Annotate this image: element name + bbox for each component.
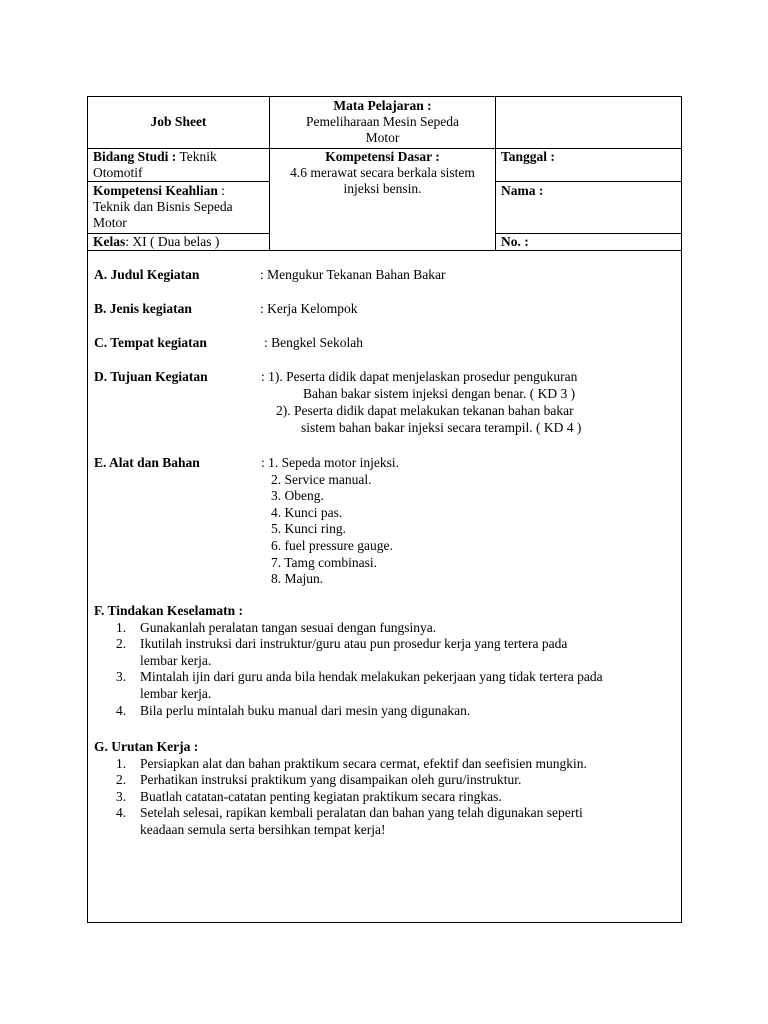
list-text: Persiapkan alat dan bahan praktikum secara cermat, efektif dan seefisien mungkin. bbox=[140, 755, 587, 771]
urutan-title: G. Urutan Kerja : bbox=[94, 739, 199, 754]
keselamatan-title: F. Tindakan Keselamatn : bbox=[94, 603, 244, 618]
list-item bbox=[94, 789, 679, 806]
section-urutan bbox=[94, 739, 679, 839]
jenis-label: B. Jenis kegiatan bbox=[94, 301, 192, 316]
alat-item: 8. Majun. bbox=[271, 571, 324, 587]
list-text-cont: lembar kerja. bbox=[140, 685, 212, 701]
bidang-studi-label: Bidang Studi : bbox=[93, 149, 177, 164]
list-text: Perhatikan instruksi praktikum yang disampaikan oleh guru/instruktur. bbox=[140, 772, 522, 788]
mata-pelajaran-value: Pemeliharaan Mesin Sepeda Motor bbox=[306, 114, 459, 145]
judul-label: A. Judul Kegiatan bbox=[94, 267, 200, 282]
list-number: 4. bbox=[116, 805, 127, 821]
list-number: 2. bbox=[116, 636, 127, 652]
list-number: 4. bbox=[116, 702, 127, 718]
kompetensi-keahlian-label: Kompetensi Keahlian bbox=[93, 183, 218, 198]
bidang-studi-cell bbox=[93, 149, 265, 181]
alat-item: : 1. Sepeda motor injeksi. bbox=[261, 455, 399, 470]
tujuan-line-2: Bahan bakar sistem injeksi dengan benar. ( KD 3 ) bbox=[303, 386, 576, 401]
alat-item: 2. Service manual. bbox=[271, 471, 372, 487]
kompetensi-keahlian-value: Teknik dan Bisnis Sepeda Motor bbox=[93, 199, 233, 230]
kelas-label: Kelas bbox=[93, 234, 126, 249]
mata-pelajaran-label: Mata Pelajaran : bbox=[333, 98, 432, 113]
kompetensi-dasar-label: Kompetensi Dasar : bbox=[325, 149, 440, 164]
tanggal-label: Tanggal : bbox=[501, 149, 555, 164]
list-number: 1. bbox=[116, 619, 127, 635]
bidang-studi-value: Teknik Otomotif bbox=[93, 149, 217, 180]
mata-pelajaran-cell bbox=[270, 98, 495, 146]
list-item bbox=[94, 772, 679, 789]
list-text: Ikutilah instruksi dari instruktur/guru atau pun prosedur kerja yang tertera pada bbox=[140, 636, 568, 652]
kompetensi-keahlian-cell bbox=[93, 183, 265, 231]
tujuan-label: D. Tujuan Kegiatan bbox=[94, 369, 208, 384]
job-sheet-document bbox=[87, 96, 682, 923]
list-text: Gunakanlah peralatan tangan sesuai dengan fungsinya. bbox=[140, 619, 437, 635]
list-item bbox=[94, 703, 679, 720]
tujuan-line-3: 2). Peserta didik dapat melakukan tekanan bahan bakar bbox=[276, 403, 574, 418]
alat-item: 3. Obeng. bbox=[271, 488, 324, 504]
kelas-cell bbox=[93, 234, 219, 250]
list-item bbox=[94, 756, 679, 773]
section-keselamatan bbox=[94, 603, 679, 719]
jenis-value: : Kerja Kelompok bbox=[260, 301, 358, 316]
kelas-value: : XI ( Dua belas ) bbox=[125, 234, 220, 249]
list-number: 3. bbox=[116, 788, 127, 804]
no-label: No. : bbox=[501, 234, 529, 249]
alat-item: 5. Kunci ring. bbox=[271, 521, 346, 537]
list-text-cont: keadaan semula serta bersihkan tempat kerja! bbox=[140, 821, 386, 837]
tempat-label: C. Tempat kegiatan bbox=[94, 335, 207, 350]
tempat-value: : Bengkel Sekolah bbox=[264, 335, 363, 350]
nama-label: Nama : bbox=[501, 183, 544, 198]
judul-value: : Mengukur Tekanan Bahan Bakar bbox=[260, 267, 446, 282]
list-text: Buatlah catatan-catatan penting kegiatan praktikum secara ringkas. bbox=[140, 788, 502, 804]
list-item bbox=[94, 805, 679, 838]
tujuan-line-4: sistem bahan bakar injeksi secara terampil. ( KD 4 ) bbox=[301, 420, 582, 435]
job-sheet-title: Job Sheet bbox=[150, 114, 207, 129]
list-text: Setelah selesai, rapikan kembali peralatan dan bahan yang telah digunakan seperti bbox=[140, 805, 583, 821]
list-item bbox=[94, 620, 679, 637]
list-number: 3. bbox=[116, 669, 127, 685]
list-text: Bila perlu mintalah buku manual dari mesin yang digunakan. bbox=[140, 702, 471, 718]
alat-item: 7. Tamg combinasi. bbox=[271, 554, 378, 570]
kompetensi-dasar-cell bbox=[270, 149, 495, 197]
list-number: 2. bbox=[116, 772, 127, 788]
list-text: Mintalah ijin dari guru anda bila hendak melakukan pekerjaan yang tidak tertera pada bbox=[140, 669, 603, 685]
list-text-cont: lembar kerja. bbox=[140, 652, 212, 668]
kompetensi-keahlian-sep: : bbox=[221, 183, 226, 198]
list-item bbox=[94, 636, 679, 669]
tujuan-line-1: : 1). Peserta didik dapat menjelaskan prosedur pengukuran bbox=[261, 369, 578, 384]
list-item bbox=[94, 669, 679, 702]
header-table bbox=[88, 97, 681, 250]
alat-label: E. Alat dan Bahan bbox=[94, 455, 200, 470]
alat-item: 6. fuel pressure gauge. bbox=[271, 538, 393, 553]
list-number: 1. bbox=[116, 755, 127, 771]
kompetensi-dasar-value: 4.6 merawat secara berkala sistem injeksi bensin. bbox=[290, 165, 475, 196]
alat-item: 4. Kunci pas. bbox=[271, 504, 343, 520]
